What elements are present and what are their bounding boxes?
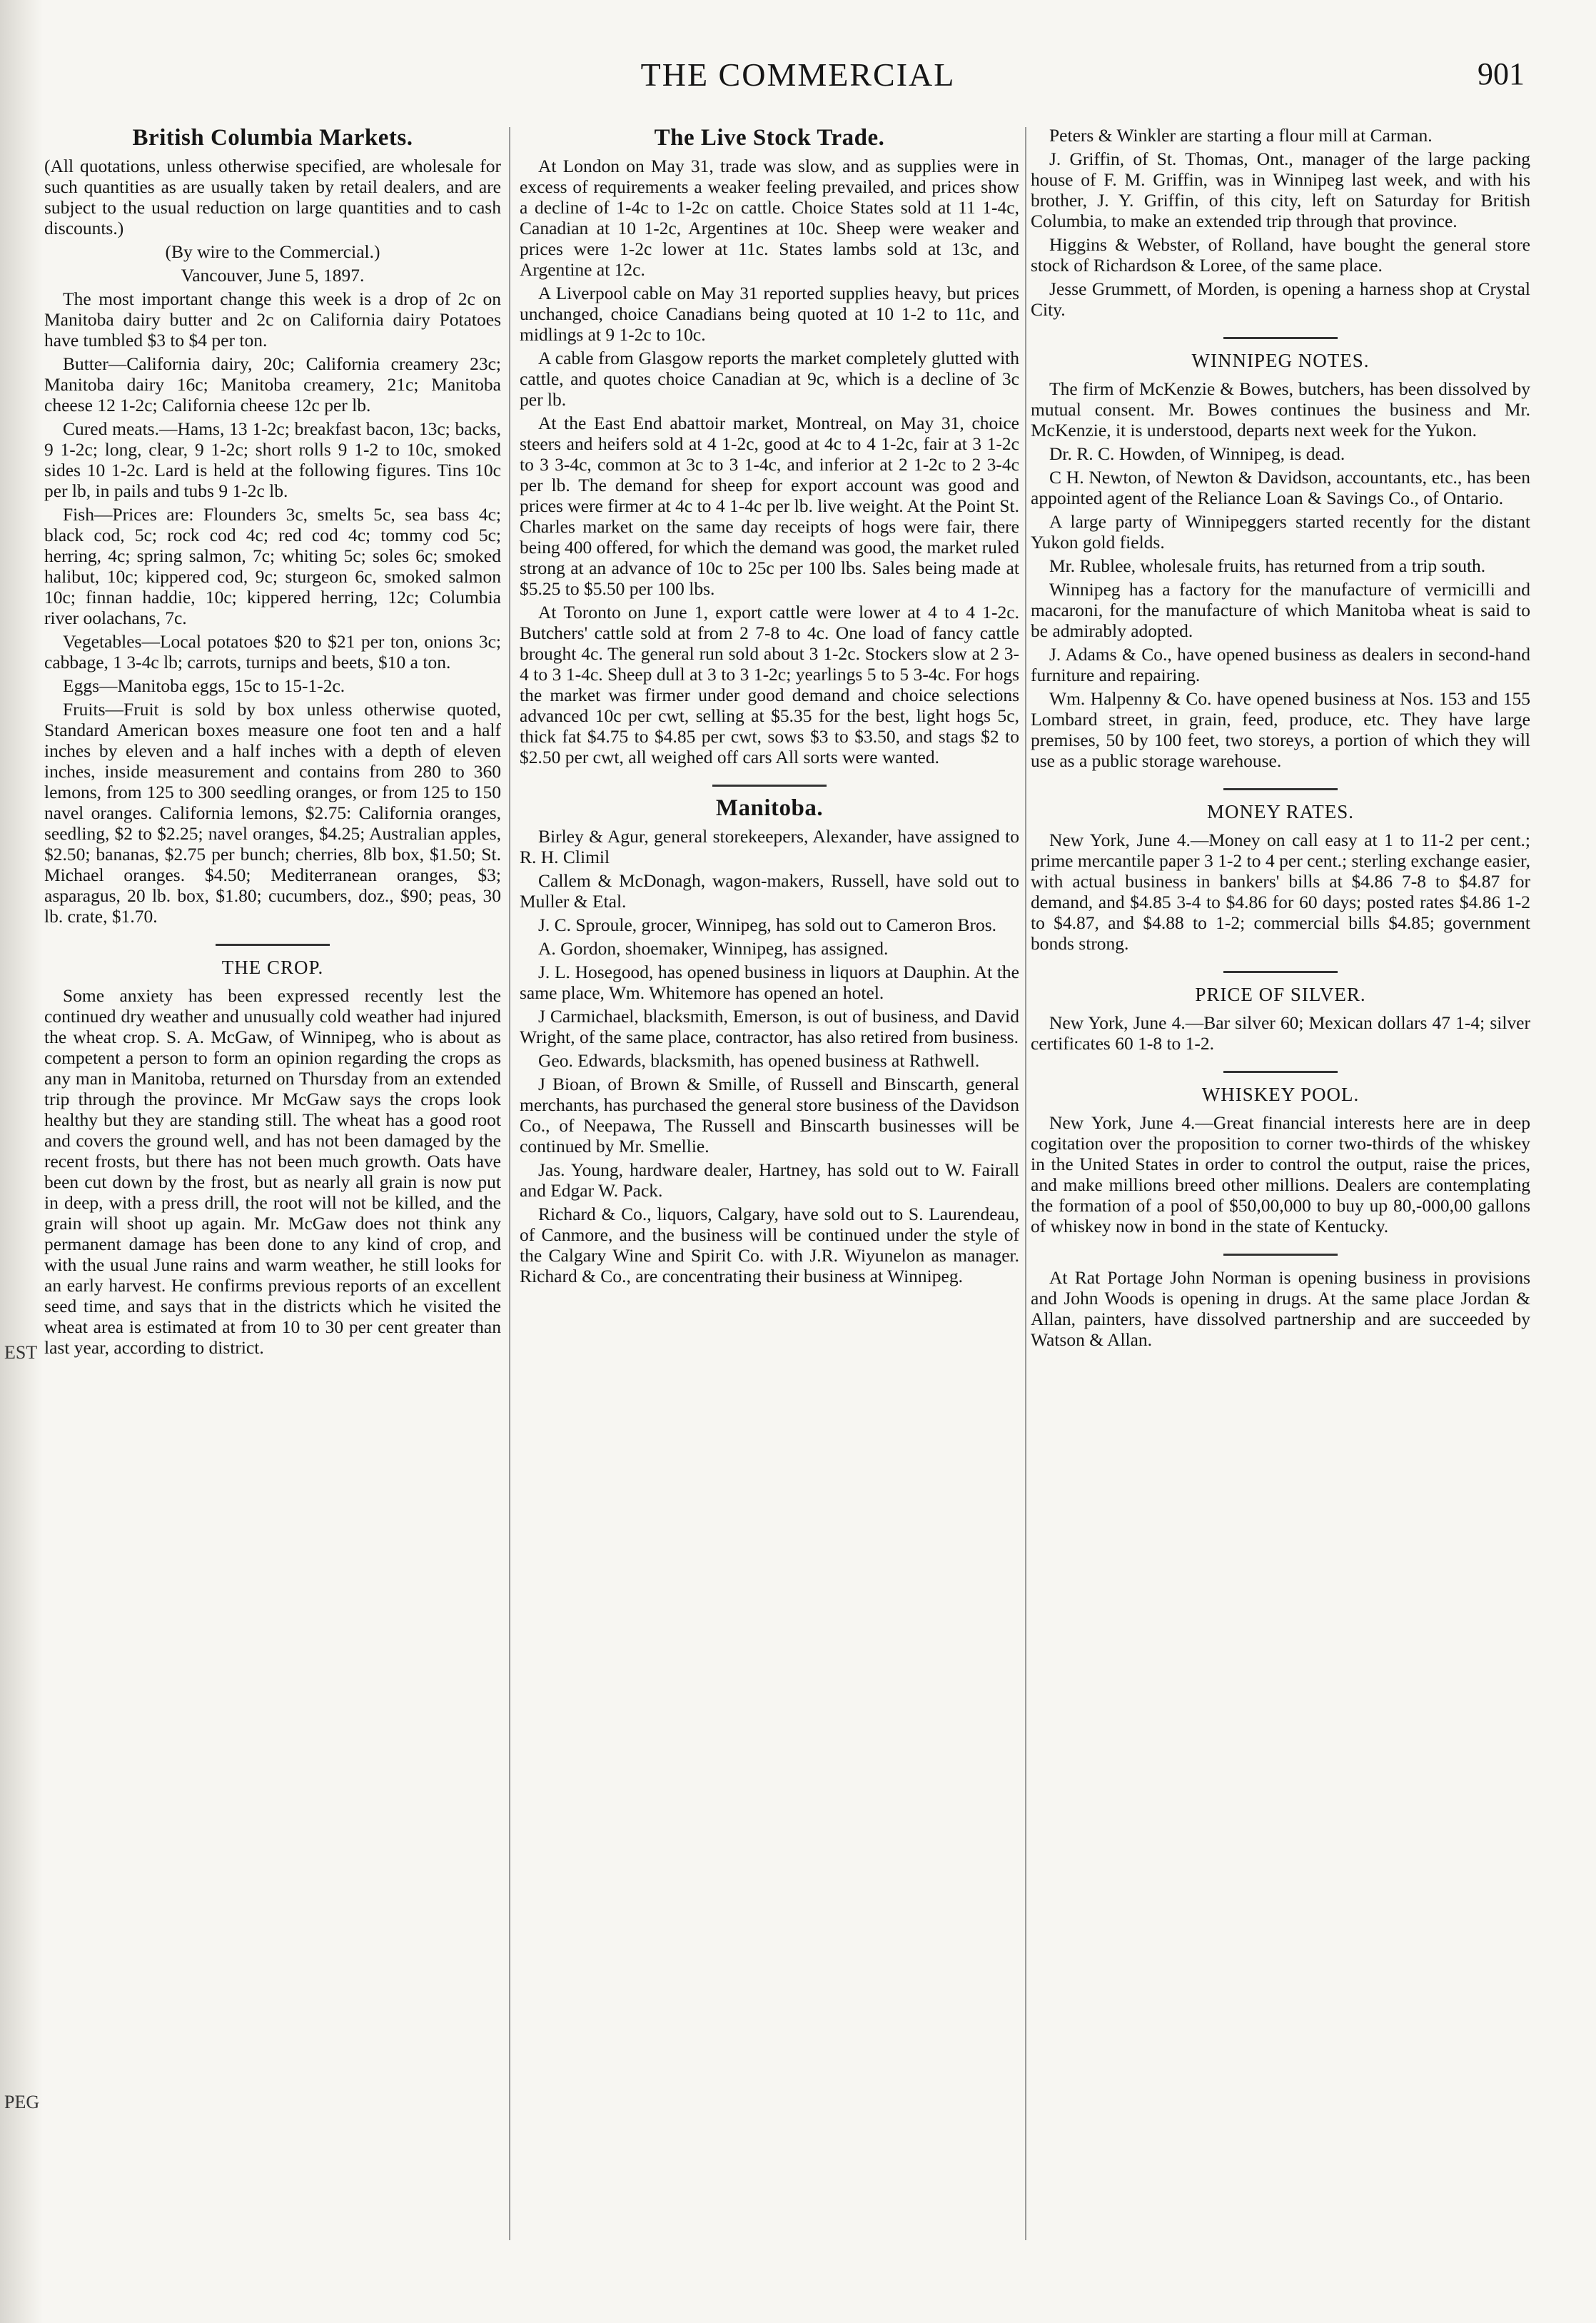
column-right	[1031, 125, 1530, 2295]
publication-title: THE COMMERCIAL	[640, 56, 956, 93]
article-paragraph: The firm of McKenzie & Bowes, butchers, has been dissolved by mutual consent. Mr. Bowes continues the business and Mr. McKenzie, it is understood, departs next week for the Yukon.	[1031, 378, 1530, 440]
article-paragraph: A Liverpool cable on May 31 reported supplies heavy, but prices unchanged, choice Canadians being quoted at 10 1-2 to 11c, and midlings at 9 1-2c to 10c.	[520, 283, 1019, 345]
article-dateline: Vancouver, June 5, 1897.	[181, 265, 365, 286]
article-paragraph: Jesse Grummett, of Morden, is opening a harness shop at Crystal City.	[1031, 278, 1530, 320]
article-title-price-of-silver: PRICE OF SILVER.	[1195, 984, 1366, 1005]
article-paragraph: Geo. Edwards, blacksmith, has opened business at Rathwell.	[538, 1050, 980, 1071]
page-header	[0, 56, 1596, 99]
article-paragraph: Wm. Halpenny & Co. have opened business at Nos. 153 and 155 Lombard street, in grain, feed, produce, etc. They have large premises, 50 by 100 feet, two storeys, a portion of which they will use as a public storage warehouse.	[1031, 688, 1530, 771]
column-left	[44, 125, 501, 2295]
article-title-the-crop: THE CROP.	[221, 957, 324, 978]
article-paragraph: At London on May 31, trade was slow, and as supplies were in excess of requirements a weaker feeling prevailed, and prices show a decline of 1-4c to 1-2c on cattle. Choice States sold at 11 1-4c, Canadian at 10 1-2c, Argentines at 10c. Sheep were weaker and prices were 1-2c lower at 11c. States lambs sold at 13c, and Argentine at 12c.	[520, 156, 1019, 280]
article-paragraph: The most important change this week is a drop of 2c on Manitoba dairy butter and 2c on California dairy Potatoes have tumbled $3 to $4 per ton.	[44, 288, 501, 351]
scanned-page-edge	[0, 0, 43, 2323]
article-title-winnipeg-notes: WINNIPEG NOTES.	[1191, 350, 1370, 371]
margin-mark: EST	[4, 1342, 38, 1363]
article-paragraph: At Rat Portage John Norman is opening business in provisions and John Woods is opening in drugs. At the same place Jordan & Allan, painters, have dissolved partnership and are succeeded by Watson & Allan.	[1031, 1267, 1530, 1350]
section-separator	[1223, 971, 1338, 973]
article-paragraph: At the East End abattoir market, Montreal, on May 31, choice steers and heifers sold at 4 1-2c, good at 4c to 4 1-2c, fair at 3 1-2c to 3 3-4c, common at 3c to 3 1-4c, and inferior at 2 1-2c to 2 3-4c per lb. The demand for sheep for export account was good and prices were firmer at 4c to 4 1-4c per lb. live weight. At the Point St. Charles market on the same day receipts of hogs were fair, there being 400 offered, for which the demand was good, the market ruled strong at an advance of 10c to 25c per 100 lbs. Sales being made at $5.25 to $5.50 per 100 lbs.	[520, 413, 1019, 599]
article-paragraph: J. Griffin, of St. Thomas, Ont., manager of the large packing house of F. M. Griffin, was in Winnipeg last week, and with his brother, J. Y. Griffin, of this city, left on Saturday for British Columbia, to make an extended trip through that province.	[1031, 148, 1530, 231]
article-title-live-stock: The Live Stock Trade.	[654, 125, 885, 151]
article-paragraph: Birley & Agur, general storekeepers, Alexander, have assigned to R. H. Climil	[520, 826, 1019, 867]
margin-mark: PEG	[4, 2092, 40, 2112]
article-paragraph: Vegetables—Local potatoes $20 to $21 per ton, onions 3c; cabbage, 1 3-4c lb; carrots, turnips and beets, $10 a ton.	[44, 631, 501, 672]
article-title-manitoba: Manitoba.	[715, 795, 824, 821]
article-note: (All quotations, unless otherwise specified, are wholesale for such quantities as are usually taken by retail dealers, and are subject to the usual reduction on large quantities and to cash discounts.)	[44, 156, 501, 238]
article-paragraph: Callem & McDonagh, wagon-makers, Russell, have sold out to Muller & Etal.	[520, 870, 1019, 912]
article-paragraph: Richard & Co., liquors, Calgary, have sold out to S. Laurendeau, of Canmore, and the business will be continued under the style of the Calgary Wine and Spirit Co. with J.R. Wiyunelon as manager. Richard & Co., are concentrating their business at Winnipeg.	[520, 1204, 1019, 1286]
article-paragraph: Butter—California dairy, 20c; California creamery 23c; Manitoba dairy 16c; Manitoba creamery, 21c; Manitoba cheese 12 1-2c; California cheese 12c per lb.	[44, 353, 501, 415]
article-paragraph: Jas. Young, hardware dealer, Hartney, has sold out to W. Fairall and Edgar W. Pack.	[520, 1159, 1019, 1201]
section-separator	[712, 785, 827, 787]
article-paragraph: Peters & Winkler are starting a flour mill at Carman.	[1049, 125, 1433, 146]
article-paragraph: J. L. Hosegood, has opened business in liquors at Dauphin. At the same place, Wm. Whitemore has opened an hotel.	[520, 962, 1019, 1003]
article-paragraph: Eggs—Manitoba eggs, 15c to 15-1-2c.	[63, 675, 345, 696]
article-paragraph: New York, June 4.—Great financial interests here are in deep cogitation over the proposition to corner two-thirds of the whiskey in the United States in order to control the output, raise the prices, and make millions breed other millions. Dealers are contemplating the formation of a pool of $50,00,000 to buy up 80,-000,00 gallons of whiskey now in bond in the state of Kentucky.	[1031, 1112, 1530, 1236]
section-separator	[1223, 788, 1338, 790]
column-rule	[509, 127, 510, 2240]
article-paragraph: J. C. Sproule, grocer, Winnipeg, has sold out to Cameron Bros.	[538, 914, 996, 935]
article-paragraph: A. Gordon, shoemaker, Winnipeg, has assigned.	[538, 938, 889, 959]
article-paragraph: Some anxiety has been expressed recently lest the continued dry weather and unusually cold weather had injured the wheat crop. S. A. McGaw, of Winnipeg, who is about as competent a person to form an opinion regarding the crops as any man in Manitoba, returned on Thursday from an extended trip through the province. Mr McGaw says the crops look healthy but they are standing still. The wheat has a good root and covers the ground well, and has not been damaged by the recent frosts, but there has not been much growth. Oats have been cut down by the frost, but as nearly all grain is now put in deep, with a press drill, the root will not be killed, and the grain will shoot up again. Mr. McGaw does not think any permanent damage has been done to any kind of crop, and with the usual June rains and warm weather, he still looks for an early harvest. He confirms previous reports of an excellent seed time, and says that in the districts which he visited the wheat area is estimated at from 10 to 30 per cent greater than last year, according to district.	[44, 985, 501, 1358]
article-paragraph: C H. Newton, of Newton & Davidson, accountants, etc., has been appointed agent of the Reliance Loan & Savings Co., of Ontario.	[1031, 467, 1530, 508]
article-paragraph: A cable from Glasgow reports the market completely glutted with cattle, and quotes choice Canadian at 9c, which is a decline of 3c per lb.	[520, 348, 1019, 410]
article-title-bc-markets: British Columbia Markets.	[132, 125, 413, 151]
article-paragraph: A large party of Winnipeggers started recently for the distant Yukon gold fields.	[1031, 511, 1530, 553]
article-paragraph: Winnipeg has a factory for the manufacture of vermicilli and macaroni, for the manufacture of which Manitoba wheat is said to be admirably adopted.	[1031, 579, 1530, 641]
article-paragraph: Mr. Rublee, wholesale fruits, has returned from a trip south.	[1049, 555, 1486, 576]
article-paragraph: Fruits—Fruit is sold by box unless otherwise quoted, Standard American boxes measure one foot ten and a half inches by eleven and a half inches with a depth of eleven inches, inside measurement and contains from 280 to 360 lemons, from 125 to 300 seedling oranges, or from 125 to 150 navel oranges. California lemons, $2.75: California oranges, seedling, $2 to $2.25; navel oranges, $4.25; Australian apples, $2.50; bananas, $2.75 per bunch; cherries, 8lb box, $1.50; St. Michael oranges. $4.50; Mediterranean oranges, $3; asparagus, 20 lb. box, $1.80; cucumbers, doz., $90; peas, 30 lb. crate, $1.70.	[44, 699, 501, 927]
article-paragraph: J. Adams & Co., have opened business as dealers in second-hand furniture and repairing.	[1031, 644, 1530, 685]
column-middle	[520, 125, 1019, 2295]
section-separator	[1223, 1071, 1338, 1073]
article-paragraph: Higgins & Webster, of Rolland, have bought the general store stock of Richardson & Loree, of the same place.	[1031, 234, 1530, 276]
article-byline: (By wire to the Commercial.)	[165, 241, 380, 262]
column-rule	[1025, 127, 1026, 2240]
article-paragraph: Fish—Prices are: Flounders 3c, smelts 5c, sea bass 4c; black cod, 5c; rock cod 4c; red cod 4c; tommy cod 5c; herring, 4c; spring salmon, 7c; whiting 5c; soles 6c; smoked halibut, 10c; kippered cod, 9c; sturgeon 6c, smoked salmon 10c; finnan haddie, 10c; kippered herring, 12c; Columbia river oolachans, 7c.	[44, 504, 501, 628]
article-paragraph: Cured meats.—Hams, 13 1-2c; breakfast bacon, 13c; backs, 9 1-2c; long, clear, 9 1-2c; short rolls 9 1-2 to 10c, smoked sides 10 1-2c. Lard is held at the following figures. Tins 10c per lb, in pails and tubs 9 1-2c lb.	[44, 418, 501, 501]
article-paragraph: Dr. R. C. Howden, of Winnipeg, is dead.	[1049, 443, 1345, 464]
section-separator	[1223, 337, 1338, 339]
article-paragraph: J Carmichael, blacksmith, Emerson, is out of business, and David Wright, of the same place, contractor, has also retired from business.	[520, 1006, 1019, 1047]
article-paragraph: J Bioan, of Brown & Smille, of Russell and Binscarth, general merchants, has purchased the general store business of the Davidson Co., of Neepawa, The Russell and Binscarth businesses will be continued by Mr. Smellie.	[520, 1074, 1019, 1157]
section-separator	[1223, 1254, 1338, 1256]
article-paragraph: New York, June 4.—Money on call easy at 1 to 11-2 per cent.; prime mercantile paper 3 1-2 to 4 per cent.; sterling exchange easier, with actual business in bankers' bills at $4.86 7-8 to $4.87 for demand, and $4.85 3-4 to $4.86 for 60 days; posted rates $4.86 1-2 to $4.87, and $4.88 to 1-2; commercial bills $4.85; government bonds strong.	[1031, 830, 1530, 954]
article-paragraph: At Toronto on June 1, export cattle were lower at 4 to 4 1-2c. Butchers' cattle sold at from 2 7-8 to 4c. One load of fancy cattle brought 4c. The general run sold about 3 1-2c. Stockers slow at 2 3-4 to 3 1-4c. Sheep dull at 3 to 3 1-2c; yearlings 5 to 5 3-4c. For hogs the market was firmer under good demand and choice selections advanced 10c per cwt, selling at $5.35 for the best, light hogs 5c, thick fat $4.75 to $4.85 per cwt, sows $3 to $3.50, and stags $2 to $2.50 per cwt, all weighed off cars All sorts were wanted.	[520, 602, 1019, 767]
article-title-whiskey-pool: WHISKEY POOL.	[1201, 1084, 1360, 1105]
article-title-money-rates: MONEY RATES.	[1206, 801, 1354, 822]
section-separator	[216, 944, 330, 946]
page-number: 901	[1478, 56, 1525, 91]
article-paragraph: New York, June 4.—Bar silver 60; Mexican dollars 47 1-4; silver certificates 60 1-8 to 1-2.	[1031, 1012, 1530, 1054]
